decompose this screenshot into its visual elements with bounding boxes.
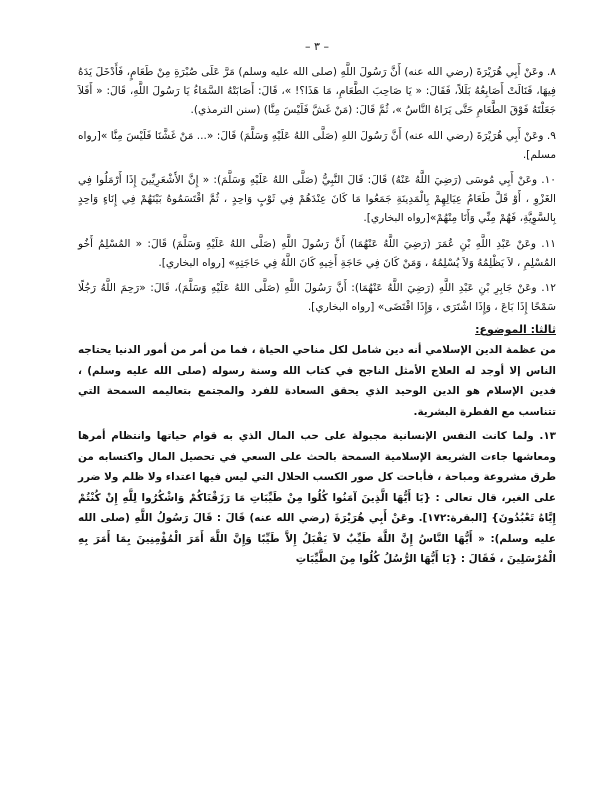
document-page bbox=[78, 40, 556, 780]
topic-paragraph-intro: من عظمة الدين الإسلامي أنه دين شامل لكل مناحي الحياة ، فما من أمر من أمور الدنيا يحتاجه الناس إلا أوجد له العلاج الأمثل الناجح في كتاب الله وسنة رسوله (صلى الله عليه وسلم) ، فدين الإسلام هو الدين الوحيد الذي يحقق السعادة للفرد والمجتمع بتعاليمه السمحة التي تتناسب مع الفطرة البشرية. bbox=[78, 344, 556, 418]
hadith-paragraph-8: ٨. وعَنْ أَبِي هُرَيْرَةَ (رضي الله عنه) أَنَّ رَسُولَ اللَّهِ (صلى الله عليه وسلم) مَرَّ عَلَى صُبْرَةِ مِنْ طَعَامٍ، فَأَدْخَلَ يَدَهُ فِيهَا، فَنَالَتْ أَصَابِعُهُ بَلَلاً، فَقَالَ: « يَا صَاحِبَ الطَّعَامِ، مَا هَذَا؟! »، قَالَ: أَصَابَتْهُ السَّمَاءُ يَا رَسُولَ اللَّهِ، قَالَ: « أَفَلاَ جَعَلْتَهُ فَوْقَ الطَّعَامِ حَتَّى يَرَاهُ النَّاسُ »، ثُمَّ قَالَ: (مَنْ غَشَّ فَلَيْسَ مِنَّا) (سنن الترمذي). bbox=[78, 66, 556, 117]
page-number: – ٣ – bbox=[305, 40, 329, 53]
hadith-paragraph-10: ١٠. وعَنْ أَبِي مُوسَى (رَضِيَ اللَّهُ عَنْهُ) قَالَ: قَالَ النَّبِيُّ (صَلَّى اللهُ عَلَيْهِ وَسَلَّمَ): « إِنَّ الأَشْعَرِيِّينَ إِذَا أَرْمَلُوا فِي الغَزْوِ ، أَوْ قَلَّ طَعَامُ عِيَالِهِمْ بِالْمَدِينَةِ جَمَعُوا مَا كَانَ عِنْدَهُمْ فِي ثَوْبٍ وَاحِدٍ ، ثُمَّ اقْتَسَمُوهُ بَيْنَهُمْ فِي إِنَاءٍ وَاحِدٍ بِالسَّوِيَّةِ، فَهُمْ مِنِّي وَأَنَا مِنْهُمْ»[رواه البخاري]. bbox=[78, 174, 556, 225]
hadith-paragraph-12: ١٢. وعَنْ جَابِرِ بْنِ عَبْدِ اللَّهِ (رَضِيَ اللَّهُ عَنْهُمَا): أَنَّ رَسُولَ اللَّهِ (صَلَّى اللهُ عَلَيْهِ وَسَلَّمَ)، قَالَ: «رَحِمَ اللَّهُ رَجُلًا سَمْحًا إِذَا بَاعَ ، وَإِذَا اشْتَرَى ، وَإِذَا اقْتَضَى» [رواه البخاري]. bbox=[78, 282, 556, 314]
topic-paragraph-13: ١٣. ولما كانت النفس الإنسانية مجبولة على حب المال الذي به قوام حياتها وانتظام أمرها ومعاشها جاءت الشريعة الإسلامية السمحة بالحث على السعي في تحصيل المال واكتسابه من طرق مشروعة ومباحة ، فأباحت كل صور الكسب الحلال التي ليس فيها اعتداء ولا ظلم ولا ضرر على الغير، قال تعالى : {يَا أَيُّهَا الَّذِينَ آمَنُوا كُلُوا مِنْ طَيِّبَاتِ مَا رَزَقْنَاكُمْ وَاشْكُرُوا لِلَّهِ إِنْ كُنْتُمْ إِيَّاهُ تَعْبُدُونَ} [البقرة:١٧٢]. وعَنْ أَبِي هُرَيْرَةَ (رضي الله عنه) قَالَ : قَالَ رَسُولُ اللَّهِ (صلى الله عليه وسلم): « أَيُّهَا النَّاسُ إِنَّ اللَّهَ طَيِّبٌ لاَ يَقْبَلُ إِلاَّ طَيِّبًا وَإِنَّ اللَّهَ أَمَرَ الْمُؤْمِنِينَ بِمَا أَمَرَ بِهِ الْمُرْسَلِينَ ، فَقَالَ : {يَا أَيُّهَا الرُّسُلُ كُلُوا مِنَ الطَّيِّبَاتِ bbox=[78, 430, 556, 566]
hadith-paragraph-9: ٩. وعَنْ أَبِي هُرَيْرَةَ (رضي الله عنه) أَنَّ رَسُولَ اللهِ (صَلَّى اللهُ عَلَيْهِ وَسَلَّمَ) قَالَ: «... مَنْ غَشَّنَا فَلَيْسَ مِنَّا »[رواه مسلم]. bbox=[78, 129, 556, 161]
hadith-paragraph-11: ١١. وعَنْ عَبْدِ اللَّهِ بْنِ عُمَرَ (رَضِيَ اللَّهُ عَنْهُمَا) أَنَّ رَسُولَ اللَّهِ (صَلَّى اللهُ عَلَيْهِ وَسَلَّمَ) قَالَ: « المُسْلِمُ أَخُو المُسْلِمِ ، لاَ يَظْلِمُهُ وَلاَ يُسْلِمُهُ ، وَمَنْ كَانَ فِي حَاجَةِ أَخِيهِ كَانَ اللَّهُ فِي حَاجَتِهِ» [رواه البخاري]. bbox=[78, 237, 556, 269]
section-heading-topic: ثالثا: الموضوع: bbox=[475, 323, 556, 337]
